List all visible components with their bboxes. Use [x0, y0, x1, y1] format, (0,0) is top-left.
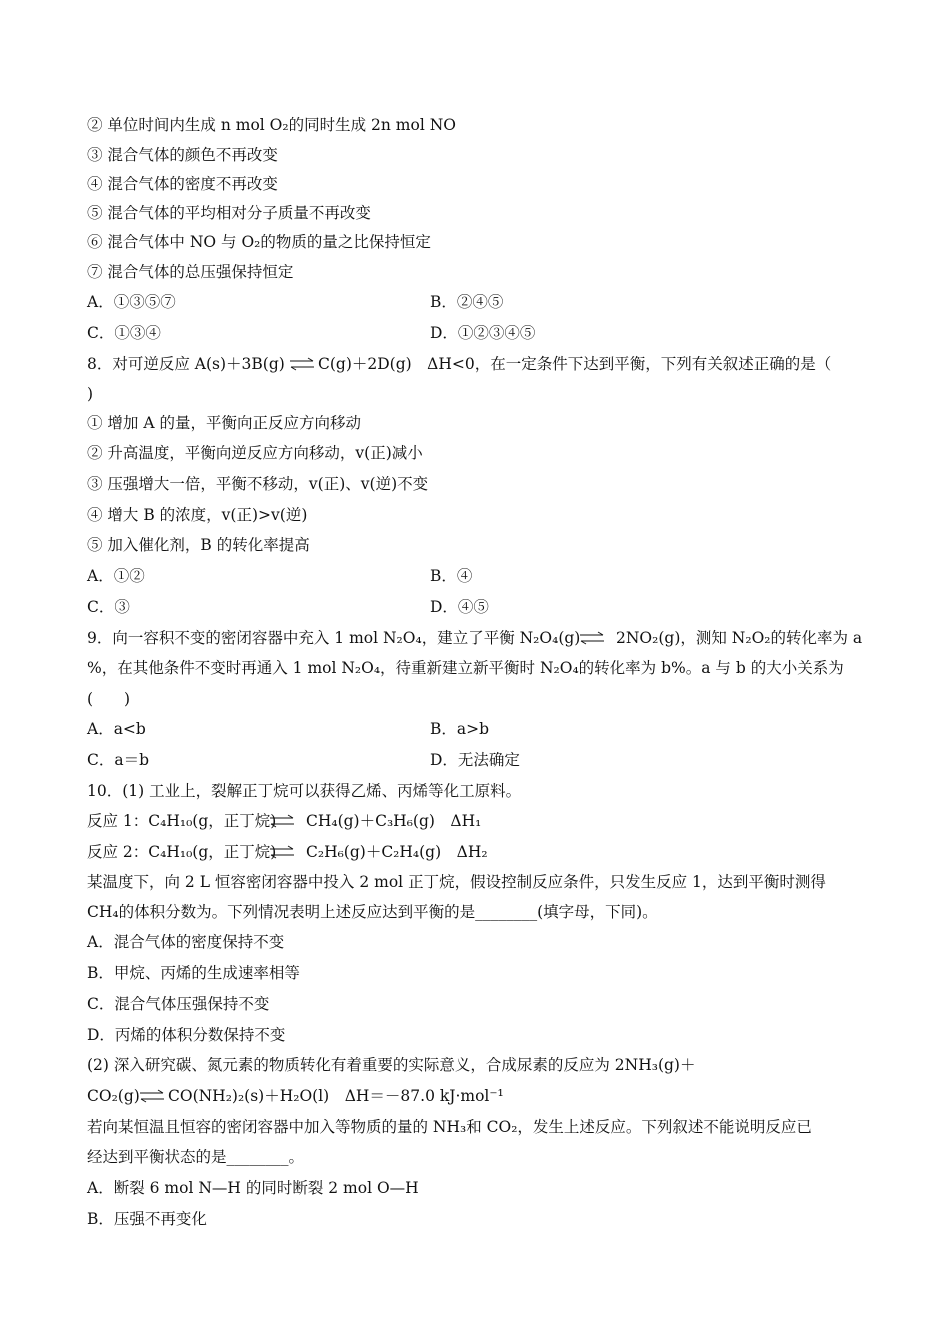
q10-reaction1-part1: 反应 1：C₄H₁₀(g，正丁烷) [87, 812, 277, 830]
q7-item-7: ⑦ 混合气体的总压强保持恒定 [87, 263, 294, 281]
q9-option-d: D．无法确定 [430, 751, 520, 769]
q10-part1-option-a: A．混合气体的密度保持不变 [87, 933, 285, 951]
q8-option-a: A．①② [87, 567, 145, 585]
q10-part2-option-b: B．压强不再变化 [87, 1210, 207, 1228]
q8-stem-part1: 8．对可逆反应 A(s)＋3B(g) [87, 355, 285, 373]
q9-option-a: A．a<b [87, 720, 146, 738]
q10-part2-line4: 经达到平衡状态的是________。 [87, 1148, 305, 1166]
q10-part2-line3: 若向某恒温且恒容的密闭容器中加入等物质的量的 NH₃和 CO₂，发生上述反应。下列叙述不能说明反应已 [87, 1118, 812, 1136]
q8-item-2: ② 升高温度，平衡向逆反应方向移动，v(正)减小 [87, 444, 423, 462]
q8-item-1: ① 增加 A 的量，平衡向正反应方向移动 [87, 414, 361, 432]
q10-reaction1-part2: CH₄(g)＋C₃H₆(g) ΔH₁ [306, 812, 482, 830]
q7-item-4: ④ 混合气体的密度不再改变 [87, 175, 278, 193]
q7-item-5: ⑤ 混合气体的平均相对分子质量不再改变 [87, 204, 371, 222]
q10-part2-line2-part1: CO₂(g) [87, 1087, 140, 1105]
q10-part1-option-d: D．丙烯的体积分数保持不变 [87, 1026, 286, 1044]
q9-option-b: B．a>b [430, 720, 490, 738]
q7-item-6: ⑥ 混合气体中 NO 与 O₂的物质的量之比保持恒定 [87, 233, 431, 251]
q9-line3: ( ) [87, 690, 131, 708]
reversible-arrow-icon [268, 814, 296, 828]
q10-part2-option-a: A．断裂 6 mol N—H 的同时断裂 2 mol O—H [87, 1179, 419, 1197]
q8-item-4: ④ 增大 B 的浓度，v(正)>v(逆) [87, 506, 308, 524]
q8-stem-part2: C(g)＋2D(g) ΔH<0，在一定条件下达到平衡，下列有关叙述正确的是（ [318, 355, 832, 373]
reversible-arrow-icon [288, 357, 316, 371]
q8-option-b: B．④ [430, 567, 473, 585]
q9-line1-part2: 2NO₂(g)，测知 N₂O₂的转化率为 a [616, 629, 863, 647]
q10-part1-option-b: B．甲烷、丙烯的生成速率相等 [87, 964, 300, 982]
q10-reaction2-part1: 反应 2：C₄H₁₀(g，正丁烷) [87, 843, 277, 861]
q10-paragraph-line1: 某温度下，向 2 L 恒容密闭容器中投入 2 mol 正丁烷，假设控制反应条件，只发生反应 1，达到平衡时测得 [87, 873, 826, 891]
q7-option-d: D．①②③④⑤ [430, 324, 536, 342]
q7-option-b: B．②④⑤ [430, 293, 504, 311]
q7-item-3: ③ 混合气体的颜色不再改变 [87, 146, 278, 164]
reversible-arrow-icon [578, 631, 606, 645]
q10-part2-line1: (2) 深入研究碳、氮元素的物质转化有着重要的实际意义，合成尿素的反应为 2NH₃(g)＋ [87, 1056, 696, 1074]
q10-reaction2-part2: C₂H₆(g)＋C₂H₄(g) ΔH₂ [306, 843, 488, 861]
q7-option-a: A．①③⑤⑦ [87, 293, 176, 311]
q9-line2: %，在其他条件不变时再通入 1 mol N₂O₄，待重新建立新平衡时 N₂O₄的转化率为 b%。a 与 b 的大小关系为 [87, 659, 844, 677]
q8-stem-paren: ) [87, 385, 94, 403]
q10-paragraph-line2: CH₄的体积分数为。下列情况表明上述反应达到平衡的是________(填字母，下同)。 [87, 903, 658, 921]
q10-part1-option-c: C．混合气体压强保持不变 [87, 995, 270, 1013]
q8-item-5: ⑤ 加入催化剂，B 的转化率提高 [87, 536, 310, 554]
q7-item-2: ② 单位时间内生成 n mol O₂的同时生成 2n mol NO [87, 116, 456, 134]
q10-intro: 10．(1) 工业上，裂解正丁烷可以获得乙烯、丙烯等化工原料。 [87, 782, 522, 800]
q8-option-c: C．③ [87, 598, 130, 616]
q9-line1-part1: 9．向一容积不变的密闭容器中充入 1 mol N₂O₄，建立了平衡 N₂O₄(g) [87, 629, 581, 647]
q8-option-d: D．④⑤ [430, 598, 489, 616]
q10-part2-line2-part2: CO(NH₂)₂(s)＋H₂O(l) ΔH＝－87.0 kJ·mol⁻¹ [168, 1087, 504, 1105]
q8-item-3: ③ 压强增大一倍，平衡不移动，v(正)、v(逆)不变 [87, 475, 429, 493]
reversible-arrow-icon [138, 1089, 166, 1103]
q7-option-c: C．①③④ [87, 324, 161, 342]
reversible-arrow-icon [268, 845, 296, 859]
q9-option-c: C．a＝b [87, 751, 150, 769]
